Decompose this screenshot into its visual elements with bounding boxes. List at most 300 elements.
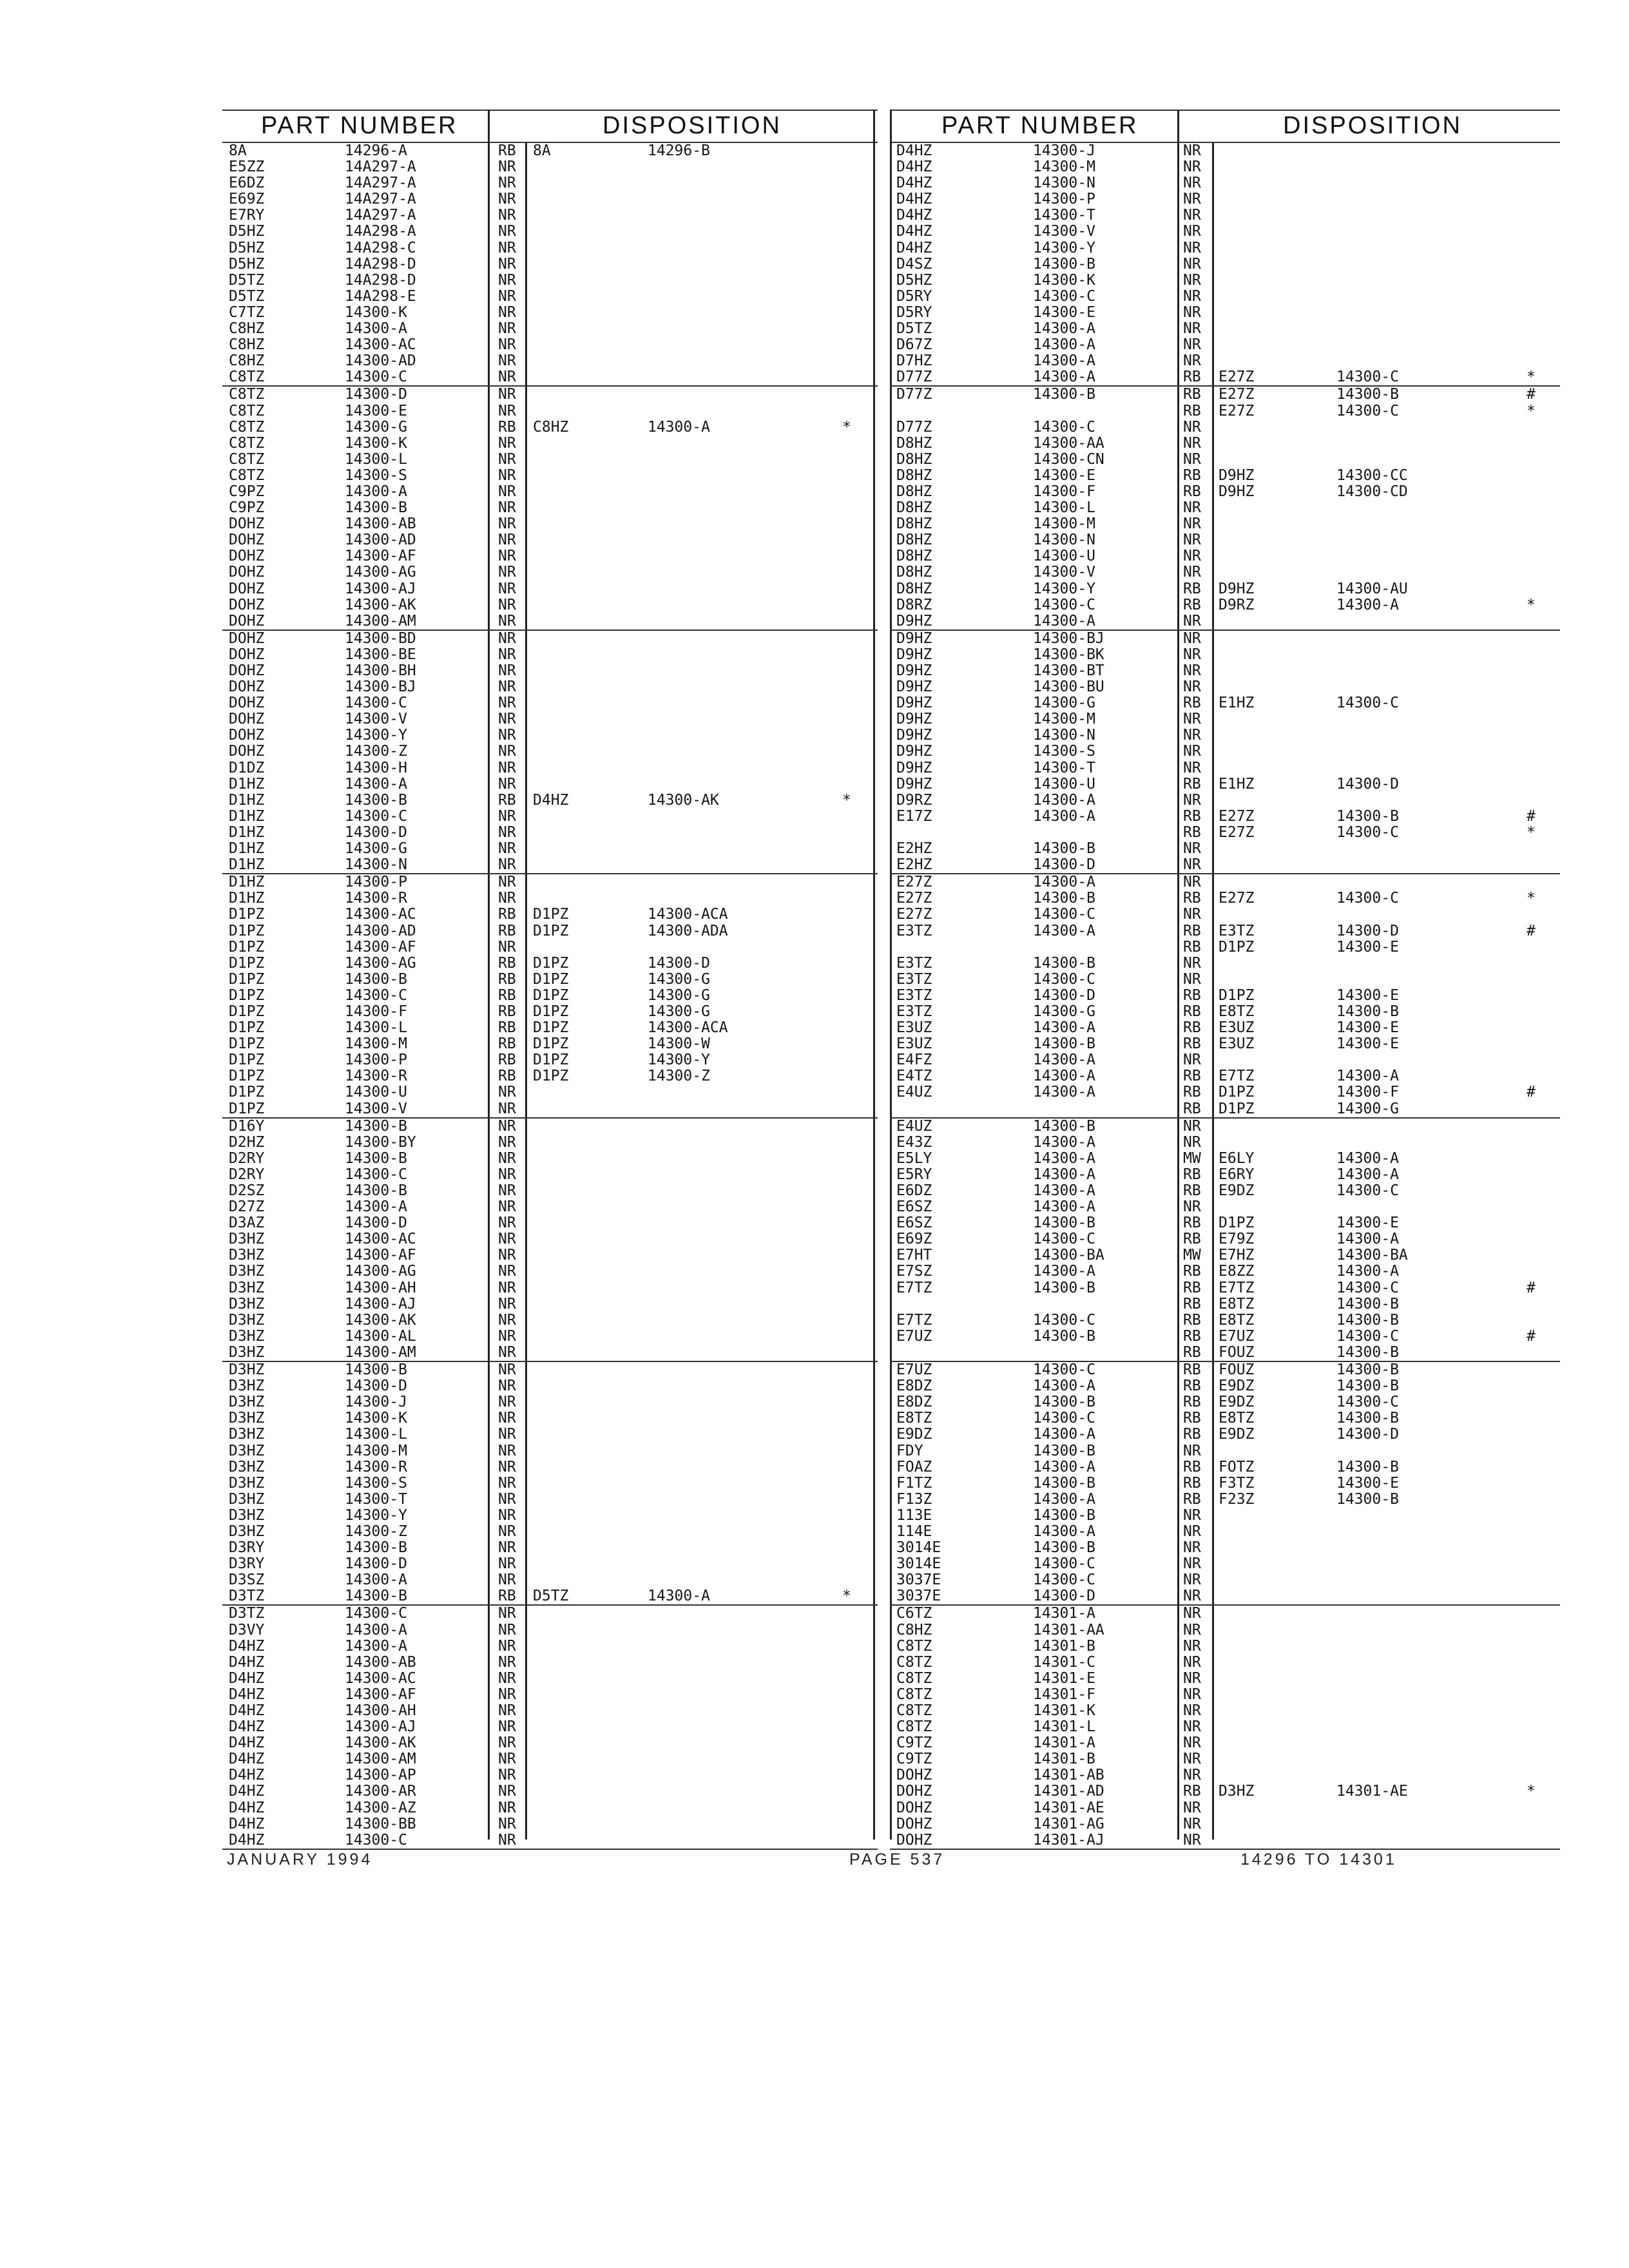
part-number: 14300-C xyxy=(1033,1361,1095,1379)
part-prefix: 3014E xyxy=(896,1539,941,1557)
disposition-code: NR xyxy=(498,1343,516,1361)
table-row xyxy=(222,629,878,647)
part-number: 14A298-D xyxy=(345,255,416,273)
part-number: 14300-BU xyxy=(1033,678,1104,696)
disposition-code: RB xyxy=(498,1068,516,1085)
part-number: 14300-D xyxy=(345,1555,407,1573)
table-row xyxy=(222,240,878,256)
disposition-code: NR xyxy=(498,1735,516,1752)
part-prefix: D3AZ xyxy=(229,1215,265,1232)
part-prefix: D9HZ xyxy=(896,743,932,760)
part-prefix: D9HZ xyxy=(896,678,932,696)
table-row xyxy=(222,1280,878,1296)
part-number: 14300-AK xyxy=(345,1311,416,1329)
part-prefix: D8HZ xyxy=(896,434,932,452)
disposition-code: NR xyxy=(498,890,516,907)
disposition-code: NR xyxy=(498,336,516,354)
disposition-code: NR xyxy=(498,1571,516,1589)
part-prefix: D9HZ xyxy=(896,646,932,663)
disposition-code: NR xyxy=(1183,434,1201,452)
table-row xyxy=(890,191,1560,207)
table-row xyxy=(890,403,1560,419)
replacement-prefix: FOUZ xyxy=(1219,1361,1255,1379)
disposition-code: RB xyxy=(1183,402,1201,419)
part-number: 14300-N xyxy=(1033,727,1095,744)
table-row xyxy=(222,1361,878,1378)
part-number: 14300-F xyxy=(345,1003,407,1020)
disposition-code: NR xyxy=(498,1410,516,1427)
part-number: 14300-D xyxy=(345,1378,407,1395)
part-prefix: E4UZ xyxy=(896,1117,932,1135)
part-number: 14300-AG xyxy=(345,564,416,581)
disposition-code: NR xyxy=(498,466,516,484)
part-number: 14300-A xyxy=(1033,1490,1095,1508)
part-prefix: E3UZ xyxy=(896,1019,932,1037)
part-prefix: D1PZ xyxy=(229,970,265,988)
part-number: 14300-S xyxy=(1033,743,1095,760)
part-prefix: D4HZ xyxy=(229,1669,265,1687)
part-prefix: D3HZ xyxy=(229,1231,265,1248)
disposition-code: NR xyxy=(498,1490,516,1508)
part-prefix: D4HZ xyxy=(229,1783,265,1800)
part-number: 14300-B xyxy=(1033,840,1095,858)
table-row xyxy=(222,727,878,744)
table-row xyxy=(222,647,878,663)
table-row xyxy=(890,972,1560,988)
disposition-code: NR xyxy=(498,1182,516,1199)
part-number: 14300-BH xyxy=(345,662,416,679)
disposition-code: RB xyxy=(1183,823,1201,841)
part-prefix: C8TZ xyxy=(229,386,265,403)
part-number: 14300-R xyxy=(345,1068,407,1085)
part-prefix: E9DZ xyxy=(896,1426,932,1443)
part-number: 14300-A xyxy=(1033,352,1095,370)
part-prefix: D9HZ xyxy=(896,662,932,679)
part-number: 14300-A xyxy=(1033,1523,1095,1540)
disposition-code: RB xyxy=(1183,1394,1201,1411)
replacement-number: 14300-B xyxy=(1336,1378,1399,1395)
replacement-prefix: D1PZ xyxy=(533,1035,569,1053)
table-row xyxy=(890,1329,1560,1345)
table-row xyxy=(890,532,1560,548)
disposition-code: NR xyxy=(1183,1669,1201,1687)
part-number: 14300-U xyxy=(345,1084,407,1101)
replacement-number: 14300-E xyxy=(1336,938,1399,956)
part-number: 14300-L xyxy=(345,1426,407,1443)
disposition-code: NR xyxy=(498,434,516,452)
part-number: 14300-M xyxy=(1033,711,1095,728)
disposition-code: NR xyxy=(1183,629,1201,647)
table-row xyxy=(222,207,878,224)
part-prefix: D1DZ xyxy=(229,759,265,776)
part-prefix: DOHZ xyxy=(229,596,265,613)
table-row xyxy=(890,647,1560,663)
table-row xyxy=(890,273,1560,289)
table-row xyxy=(890,1117,1560,1135)
part-number: 14300-A xyxy=(345,1621,407,1639)
replacement-prefix: E9DZ xyxy=(1219,1182,1255,1199)
replacement-number: 14300-A xyxy=(1336,596,1399,613)
replacement-number: 14300-AU xyxy=(1336,580,1408,597)
table-row xyxy=(890,1068,1560,1084)
disposition-code: NR xyxy=(1183,532,1201,549)
disposition-code: NR xyxy=(1183,1555,1201,1573)
part-number: 14300-A xyxy=(1033,320,1095,338)
left-parts-table xyxy=(222,110,878,1849)
replacement-prefix: E7TZ xyxy=(1219,1068,1255,1085)
disposition-code: NR xyxy=(1183,1686,1201,1703)
table-row xyxy=(890,289,1560,305)
replacement-number: 14300-C xyxy=(1336,823,1399,841)
part-number-header: PART NUMBER xyxy=(261,112,458,139)
part-prefix: D5HZ xyxy=(229,239,265,256)
note-mark: # xyxy=(1527,1279,1536,1296)
part-number: 14300-BJ xyxy=(1033,629,1104,647)
disposition-code: RB xyxy=(498,1019,516,1037)
table-row xyxy=(890,1459,1560,1475)
part-number: 14300-N xyxy=(1033,532,1095,549)
part-prefix: C9PZ xyxy=(229,483,265,500)
table-row xyxy=(890,760,1560,776)
replacement-prefix: D1PZ xyxy=(533,1019,569,1037)
table-row xyxy=(890,857,1560,873)
table-row xyxy=(890,452,1560,468)
disposition-code: RB xyxy=(1183,1361,1201,1379)
part-prefix: D3VY xyxy=(229,1621,265,1639)
part-prefix: D4HZ xyxy=(229,1735,265,1752)
part-prefix: D1PZ xyxy=(229,1035,265,1053)
part-number: 14300-D xyxy=(1033,856,1095,874)
disposition-code: RB xyxy=(1183,1279,1201,1296)
part-number: 14301-A xyxy=(1033,1735,1095,1752)
part-number: 14300-AJ xyxy=(345,1718,416,1736)
table-row xyxy=(222,1135,878,1151)
part-number: 14300-AH xyxy=(345,1279,416,1296)
right-parts-table xyxy=(890,110,1560,1849)
disposition-code: NR xyxy=(1183,1523,1201,1540)
disposition-code: NR xyxy=(498,711,516,728)
part-number: 14300-A xyxy=(1033,1426,1095,1443)
disposition-code: NR xyxy=(1183,271,1201,289)
part-prefix: C8TZ xyxy=(229,450,265,468)
table-row xyxy=(890,1394,1560,1410)
part-prefix: D8HZ xyxy=(896,548,932,565)
part-prefix: D9HZ xyxy=(896,727,932,744)
replacement-number: 14300-G xyxy=(648,1003,710,1020)
part-number: 14300-G xyxy=(345,418,407,436)
disposition-code: NR xyxy=(1183,239,1201,256)
disposition-code: NR xyxy=(1183,142,1201,159)
part-number: 14300-AD xyxy=(345,532,416,549)
disposition-code: NR xyxy=(498,807,516,825)
part-prefix: E7UZ xyxy=(896,1361,932,1379)
table-row xyxy=(890,564,1560,581)
disposition-code: NR xyxy=(1183,255,1201,273)
table-row xyxy=(222,1800,878,1816)
table-row xyxy=(222,613,878,629)
part-number: 14300-C xyxy=(1033,418,1095,436)
table-row xyxy=(890,1312,1560,1329)
disposition-code: NR xyxy=(498,580,516,597)
part-prefix: D1HZ xyxy=(229,823,265,841)
table-row xyxy=(890,1199,1560,1215)
table-row xyxy=(890,1443,1560,1459)
part-prefix: D2HZ xyxy=(229,1133,265,1151)
part-number: 14300-AF xyxy=(345,548,416,565)
part-number: 14300-T xyxy=(1033,759,1095,776)
part-prefix: DOHZ xyxy=(896,1783,932,1800)
part-prefix: E69Z xyxy=(229,191,265,208)
disposition-code: RB xyxy=(498,970,516,988)
part-number: 14300-B xyxy=(1033,890,1095,907)
part-prefix: D5HZ xyxy=(229,255,265,273)
disposition-code: NR xyxy=(498,1751,516,1768)
replacement-prefix: D1PZ xyxy=(1219,1084,1255,1101)
part-prefix: E3TZ xyxy=(896,986,932,1004)
part-prefix: D7HZ xyxy=(896,352,932,370)
part-number: 14300-C xyxy=(345,1831,407,1849)
part-number: 14300-BT xyxy=(1033,662,1104,679)
replacement-prefix: E27Z xyxy=(1219,386,1255,403)
part-prefix: D3HZ xyxy=(229,1410,265,1427)
note-mark: * xyxy=(1527,823,1536,841)
part-prefix: D4HZ xyxy=(896,175,932,192)
note-mark: * xyxy=(1527,890,1536,907)
table-row xyxy=(222,1312,878,1329)
table-row xyxy=(890,305,1560,321)
replacement-number: 14300-ADA xyxy=(648,922,728,939)
disposition-code: NR xyxy=(498,629,516,647)
part-prefix: C8HZ xyxy=(229,336,265,354)
part-prefix: DOHZ xyxy=(229,695,265,712)
disposition-code: NR xyxy=(1183,175,1201,192)
part-number: 14300-S xyxy=(345,1474,407,1492)
part-prefix: C8TZ xyxy=(896,1669,932,1687)
part-number: 14300-B xyxy=(345,1588,407,1605)
replacement-number: 14300-E xyxy=(1336,986,1399,1004)
replacement-number: 14300-B xyxy=(1336,1490,1399,1508)
right-rows xyxy=(890,143,1560,1850)
table-row xyxy=(890,548,1560,564)
table-row xyxy=(890,1345,1560,1361)
disposition-code: NR xyxy=(498,191,516,208)
replacement-number: 14300-A xyxy=(1336,1149,1399,1167)
part-prefix: E5ZZ xyxy=(229,159,265,176)
disposition-code: NR xyxy=(498,1394,516,1411)
disposition-code: RB xyxy=(1183,1378,1201,1395)
part-number: 14300-T xyxy=(345,1490,407,1508)
part-number: 14300-BD xyxy=(345,629,416,647)
disposition-code: RB xyxy=(498,142,516,159)
note-mark: * xyxy=(842,418,851,436)
table-row xyxy=(222,369,878,385)
part-number: 14300-AR xyxy=(345,1783,416,1800)
part-number: 14300-BE xyxy=(345,646,416,663)
disposition-code: NR xyxy=(1183,320,1201,338)
part-number: 14300-C xyxy=(1033,596,1095,613)
part-prefix: D8HZ xyxy=(896,532,932,549)
part-number: 14301-AA xyxy=(1033,1621,1104,1639)
table-row xyxy=(222,873,878,890)
disposition-code: NR xyxy=(498,646,516,663)
disposition-code: NR xyxy=(498,1637,516,1655)
disposition-code: NR xyxy=(498,1815,516,1832)
part-prefix: D1HZ xyxy=(229,791,265,809)
disposition-code: NR xyxy=(1183,1718,1201,1736)
part-prefix: E8DZ xyxy=(896,1394,932,1411)
disposition-code: NR xyxy=(498,352,516,370)
disposition-code: NR xyxy=(498,727,516,744)
disposition-code: NR xyxy=(498,1149,516,1167)
part-number: 14301-F xyxy=(1033,1686,1095,1703)
part-prefix: C8TZ xyxy=(896,1702,932,1719)
part-prefix: E3TZ xyxy=(896,922,932,939)
table-row xyxy=(890,484,1560,500)
part-number: 14301-K xyxy=(1033,1702,1095,1719)
disposition-code: NR xyxy=(498,1605,516,1622)
table-row xyxy=(890,1492,1560,1508)
part-number: 14300-AM xyxy=(345,1343,416,1361)
table-row xyxy=(890,1410,1560,1427)
part-prefix: D3HZ xyxy=(229,1474,265,1492)
part-prefix: FOAZ xyxy=(896,1458,932,1475)
table-row xyxy=(222,564,878,581)
part-number: 14300-G xyxy=(1033,1003,1095,1020)
part-number: 14300-BB xyxy=(345,1815,416,1832)
table-row xyxy=(222,1816,878,1832)
part-prefix: D3HZ xyxy=(229,1523,265,1540)
part-prefix: D3HZ xyxy=(229,1378,265,1395)
part-prefix: E7SZ xyxy=(896,1263,932,1280)
disposition-code: NR xyxy=(1183,499,1201,517)
table-row xyxy=(890,1832,1560,1850)
table-row xyxy=(222,516,878,532)
part-prefix: 8A xyxy=(229,142,247,159)
table-row xyxy=(222,305,878,321)
replacement-prefix: D1PZ xyxy=(533,970,569,988)
table-row xyxy=(890,956,1560,972)
replacement-number: 14300-A xyxy=(1336,1231,1399,1248)
table-row xyxy=(222,1832,878,1850)
part-number: 14300-A xyxy=(1033,1052,1095,1069)
part-number: 14A297-A xyxy=(345,207,416,224)
part-number: 14300-C xyxy=(1033,970,1095,988)
replacement-number: 14300-A xyxy=(1336,1068,1399,1085)
table-row xyxy=(222,776,878,793)
disposition-code: NR xyxy=(498,1669,516,1687)
part-prefix: DOHZ xyxy=(229,515,265,533)
part-prefix: D1HZ xyxy=(229,856,265,874)
part-prefix: E6SZ xyxy=(896,1198,932,1216)
disposition-code: RB xyxy=(498,418,516,436)
disposition-code: RB xyxy=(498,1003,516,1020)
disposition-code: NR xyxy=(498,1523,516,1540)
part-prefix: C8TZ xyxy=(229,418,265,436)
disposition-code: NR xyxy=(498,874,516,891)
part-prefix: D1PZ xyxy=(229,1100,265,1117)
replacement-prefix: E9DZ xyxy=(1219,1394,1255,1411)
disposition-code: NR xyxy=(1183,1621,1201,1639)
part-prefix: C6TZ xyxy=(896,1605,932,1622)
table-row xyxy=(222,1199,878,1215)
part-prefix: D4HZ xyxy=(229,1799,265,1816)
disposition-code: NR xyxy=(1183,759,1201,776)
replacement-prefix: E3TZ xyxy=(1219,922,1255,939)
replacement-prefix: E9DZ xyxy=(1219,1378,1255,1395)
table-row xyxy=(222,1101,878,1117)
part-prefix: C8TZ xyxy=(896,1686,932,1703)
part-prefix: D3HZ xyxy=(229,1279,265,1296)
disposition-code: NR xyxy=(1183,418,1201,436)
replacement-number: 14300-D xyxy=(1336,922,1399,939)
table-row xyxy=(890,369,1560,385)
part-prefix: E27Z xyxy=(896,890,932,907)
part-prefix: DOHZ xyxy=(229,727,265,744)
replacement-prefix: D1PZ xyxy=(533,922,569,939)
table-row xyxy=(222,1719,878,1735)
part-prefix: D5HZ xyxy=(229,223,265,240)
part-prefix: 113E xyxy=(896,1506,932,1524)
part-number: 14300-B xyxy=(1033,1117,1095,1135)
disposition-code: RB xyxy=(1183,890,1201,907)
table-row xyxy=(890,890,1560,907)
table-row xyxy=(890,695,1560,711)
part-prefix: E69Z xyxy=(896,1231,932,1248)
part-prefix: D1PZ xyxy=(229,1068,265,1085)
table-row xyxy=(222,385,878,403)
part-prefix: D27Z xyxy=(229,1198,265,1216)
part-number: 14300-R xyxy=(345,1458,407,1475)
table-row xyxy=(222,825,878,841)
part-number: 14300-A xyxy=(345,483,407,500)
replacement-number: 14300-C xyxy=(1336,890,1399,907)
part-number: 14300-D xyxy=(1033,986,1095,1004)
part-number: 14300-P xyxy=(345,1052,407,1069)
disposition-code: NR xyxy=(498,1686,516,1703)
note-mark: * xyxy=(1527,1783,1536,1800)
disposition-code: RB xyxy=(1183,483,1201,500)
part-prefix: D1PZ xyxy=(229,986,265,1004)
disposition-code: NR xyxy=(1183,711,1201,728)
replacement-prefix: D1PZ xyxy=(1219,1215,1255,1232)
table-row xyxy=(890,663,1560,679)
part-prefix: C9TZ xyxy=(896,1735,932,1752)
part-prefix: D2SZ xyxy=(229,1182,265,1199)
part-number: 14300-AF xyxy=(345,1686,416,1703)
replacement-prefix: D1PZ xyxy=(533,906,569,923)
part-number: 14300-AG xyxy=(345,1263,416,1280)
part-prefix: D3TZ xyxy=(229,1605,265,1622)
disposition-code: NR xyxy=(498,596,516,613)
disposition-code: NR xyxy=(1183,874,1201,891)
part-number: 14A298-A xyxy=(345,223,416,240)
part-number: 14300-Y xyxy=(345,727,407,744)
replacement-prefix: E1HZ xyxy=(1219,695,1255,712)
disposition-code: NR xyxy=(498,1327,516,1345)
disposition-code: NR xyxy=(498,1231,516,1248)
part-number: 14300-AJ xyxy=(345,580,416,597)
table-row xyxy=(222,143,878,159)
part-prefix: E6SZ xyxy=(896,1215,932,1232)
disposition-code: NR xyxy=(498,1621,516,1639)
part-prefix: D5HZ xyxy=(896,271,932,289)
part-number: 14300-B xyxy=(345,1117,407,1135)
disposition-code: NR xyxy=(498,1100,516,1117)
disposition-code: NR xyxy=(498,1378,516,1395)
disposition-code: NR xyxy=(498,823,516,841)
disposition-code: NR xyxy=(498,207,516,224)
disposition-code: RB xyxy=(498,1035,516,1053)
